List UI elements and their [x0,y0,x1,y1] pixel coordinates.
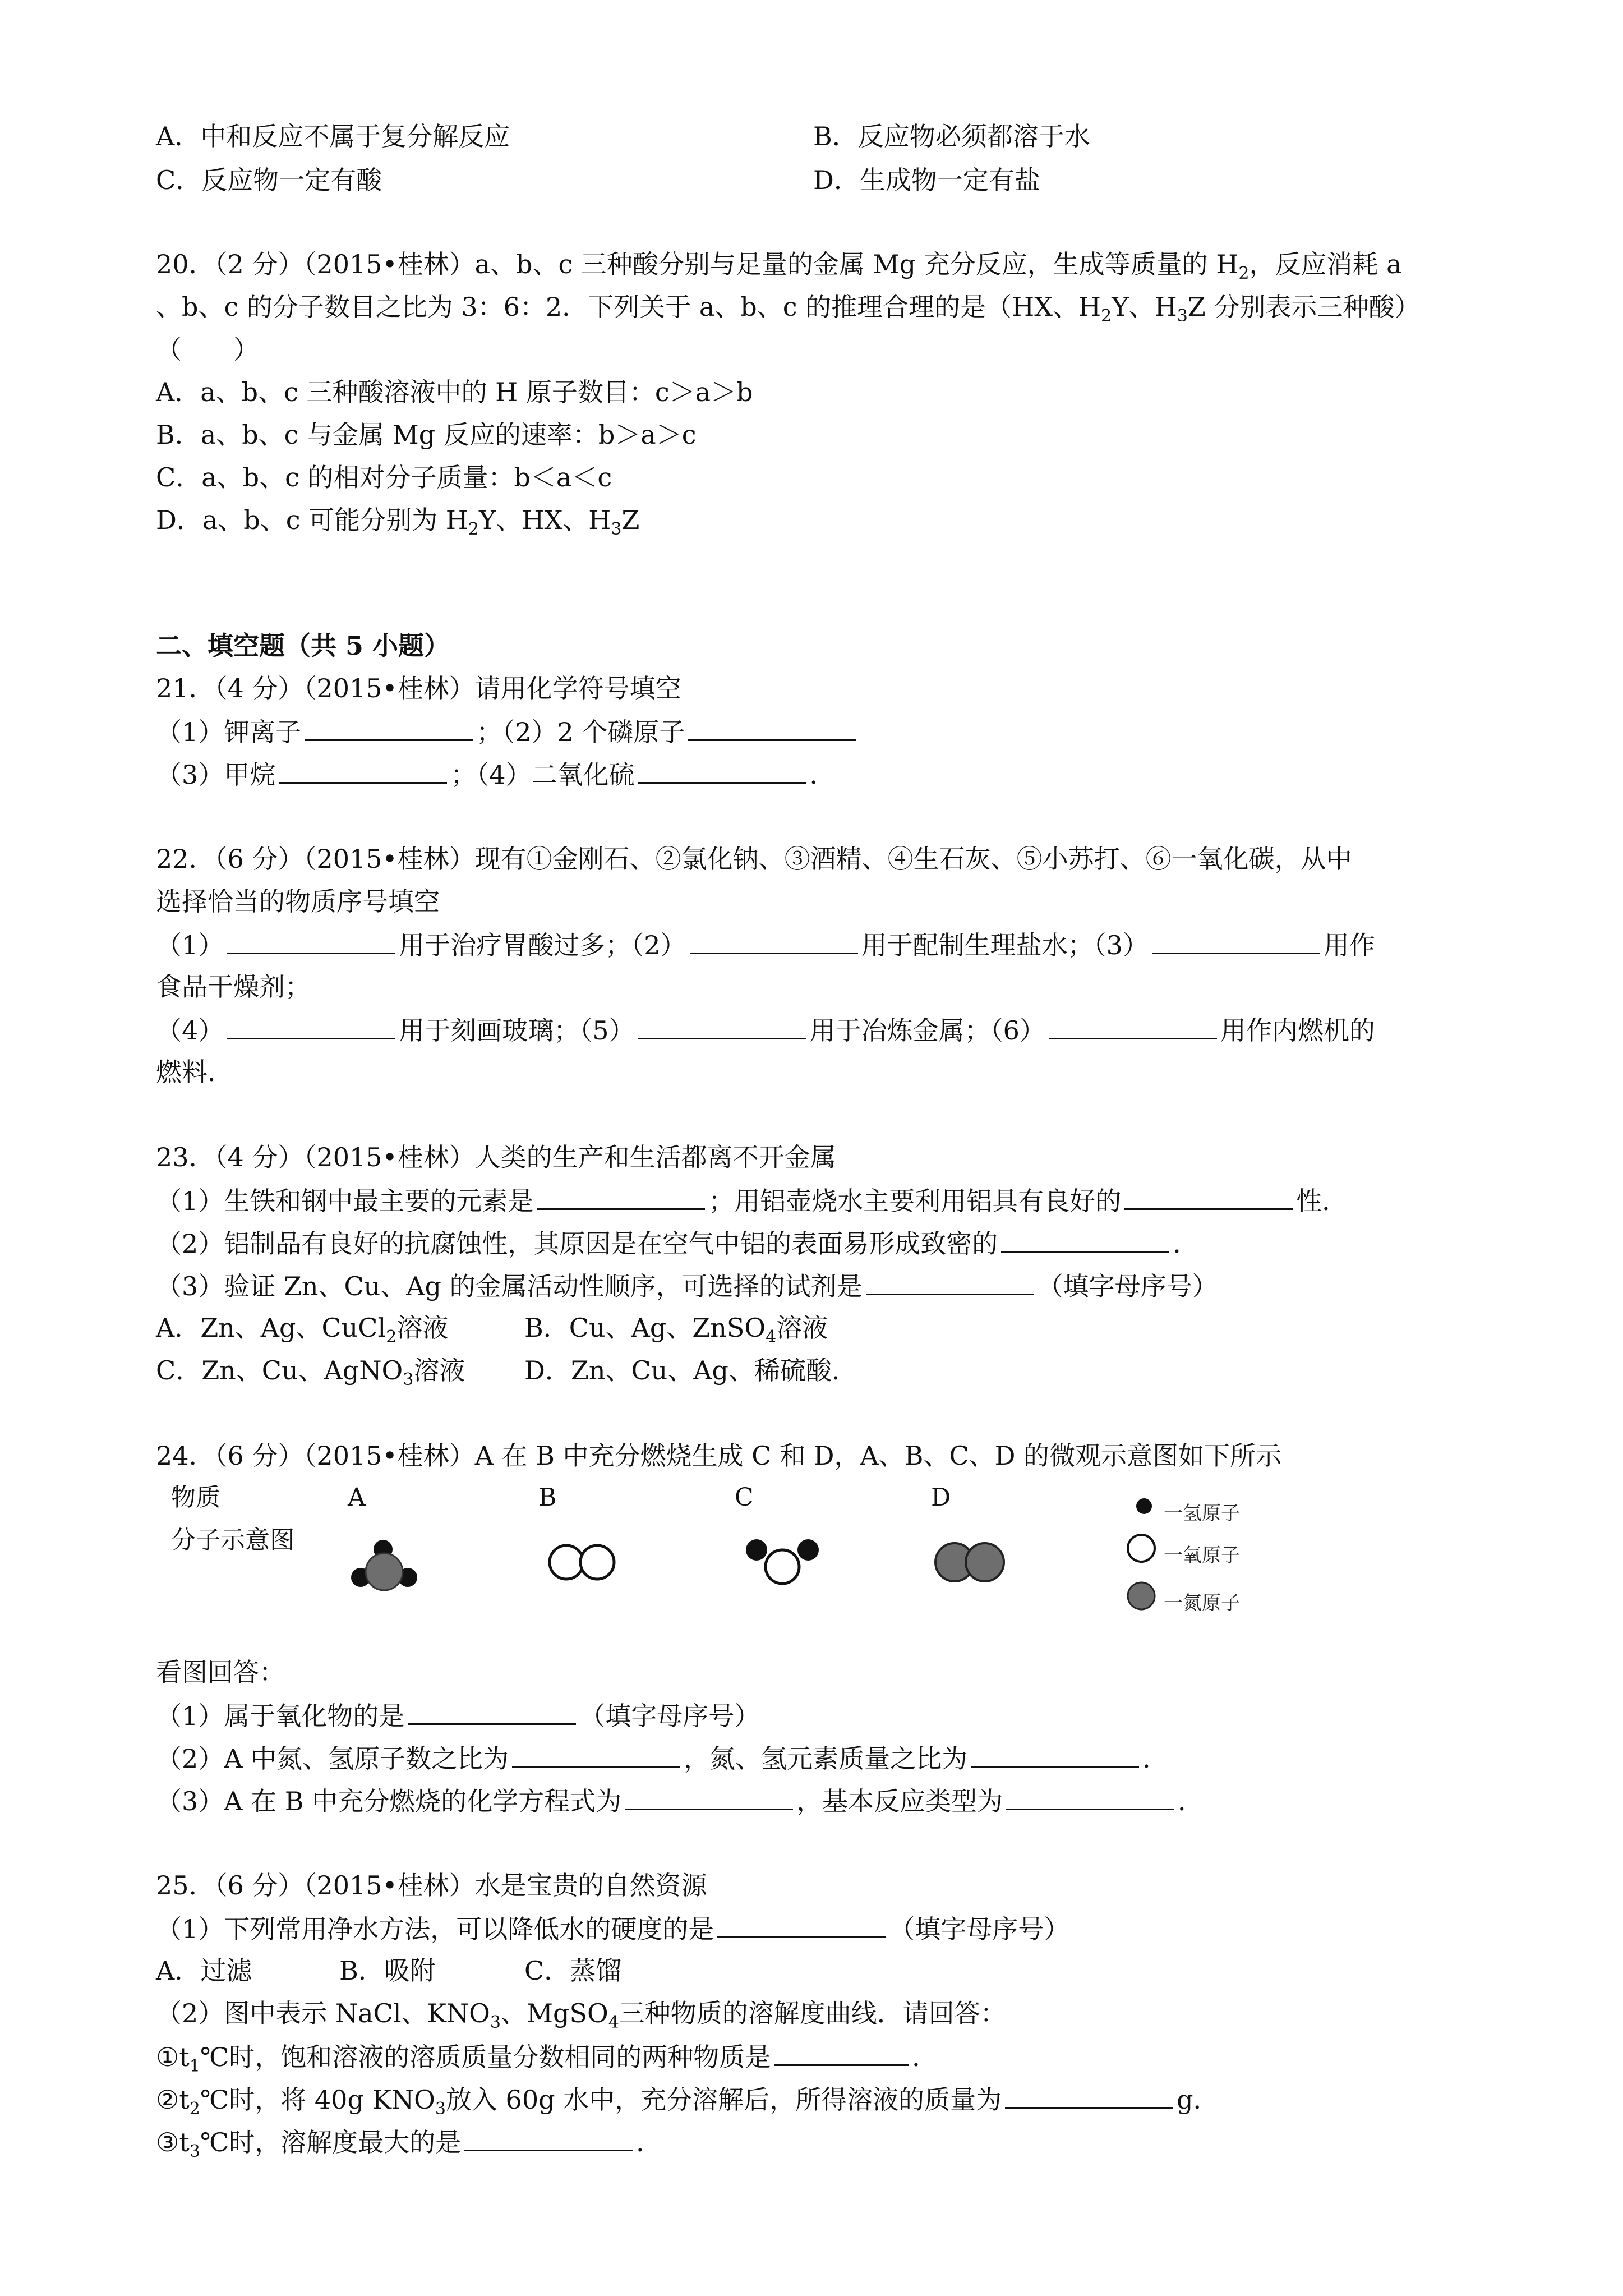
answer-blank[interactable] [866,1268,1034,1295]
molecule-c-water [743,1529,827,1596]
answer-blank[interactable] [305,714,473,741]
q21-stem: 21．（4 分）（2015•桂林）请用化学符号填空 [156,673,681,703]
q22-stem-line2: 选择恰当的物质序号填空 [156,886,440,917]
answer-blank[interactable] [1124,1182,1293,1210]
q24-line3: （3）A 在 B 中充分燃烧的化学方程式为 ，基本反应类型为 ． [156,1783,1204,1819]
q24-line1: （1）属于氧化物的是 （填字母序号） [156,1697,760,1733]
answer-blank[interactable] [625,1783,793,1810]
q19-option-d: D．生成物一定有盐 [813,165,1040,195]
molecule-d-nitrogen [931,1534,1015,1590]
answer-blank[interactable] [774,2039,909,2066]
answer-blank[interactable] [1152,927,1320,954]
answer-blank[interactable] [537,1182,705,1210]
q25-option-c: C．蒸馏 [524,1955,622,1986]
q25-option-a: A．过滤 [156,1955,252,1986]
legend-hydrogen-icon [1130,1492,1158,1520]
answer-blank[interactable] [638,1012,806,1039]
legend-nitrogen-icon [1124,1579,1158,1613]
answer-blank[interactable] [227,1012,395,1039]
q19-option-c: C．反应物一定有酸 [156,165,382,195]
q20-stem-line1: 20．（2 分）（2015•桂林）a、b、c 三种酸分别与足量的金属 Mg 充分反应，生成等质量的 $H_2$，反应消耗 a [156,249,1402,283]
q25-line2: （2）图中表示 NaCl、$KNO_3$、MgSO$_4$三种物质的溶解度曲线．请回答： [156,1998,1006,2032]
q25-sub2: $②t_2℃$时，将 40g $KNO_3$放入 60g 水中，充分溶解后，所得溶液的质量为 g． [156,2081,1219,2127]
q23-stem: 23．（4 分）（2015•桂林）人类的生产和生活都离不开金属 [156,1142,836,1172]
q23-option-c: C．Zn、Cu、AgNO$_3$溶液 [156,1355,465,1389]
q19-option-a: A．中和反应不属于复分解反应 [156,121,510,151]
q25-sub1: $①t_1℃$时，饱和溶液的溶质质量分数相同的两种物质是 ． [156,2039,938,2084]
q20-option-a: A．a、b、c 三种酸溶液中的 H 原子数目：c＞a＞b [156,377,753,407]
answer-blank[interactable] [971,1740,1139,1768]
legend-hydrogen-label: 一氢原子 [1164,1502,1240,1525]
answer-blank[interactable] [717,1911,886,1938]
q20-stem-line2: 、b、c 的分子数目之比为 3：6：2．下列关于 a、b、c 的推理合理的是（HX、$H_2Y$、$H_3Z$ 分别表示三种酸） [156,292,1421,326]
q23-line2: （2）铝制品有良好的抗腐蚀性，其原因是在空气中铝的表面易形成致密的 ． [156,1225,1198,1261]
diagram-col-b: B [538,1483,557,1512]
q22-line2: 食品干燥剂； [156,972,311,1002]
q24-stem: 24．（6 分）（2015•桂林）A 在 B 中充分燃烧生成 C 和 D，A、B、C、D 的微观示意图如下所示 [156,1441,1282,1471]
q23-option-b: B．Cu、Ag、ZnSO$_4$溶液 [524,1313,828,1347]
molecule-b-oxygen [541,1534,625,1590]
q21-line1: （1）钾离子 ；（2）2 个磷原子 [156,714,860,749]
answer-blank[interactable] [227,927,395,954]
q20-option-c: C．a、b、c 的相对分子质量：b＜a＜c [156,462,612,493]
q24-line2: （2）A 中氮、氢原子数之比为 ，氮、氢元素质量之比为 ． [156,1740,1168,1776]
q20-option-b: B．a、b、c 与金属 Mg 反应的速率：b＞a＞c [156,420,697,450]
q20-option-d: D．a、b、c 可能分别为 $H_2Y$、HX、$H_3Z$ [156,505,640,539]
answer-blank[interactable] [408,1697,576,1725]
diagram-col-c: C [735,1483,754,1512]
q22-line1: （1） 用于治疗胃酸过多；（2） 用于配制生理盐水；（3） 用作 [156,927,1375,963]
q23-option-d: D．Zn、Cu、Ag、稀硫酸． [524,1355,857,1386]
q25-option-b: B．吸附 [339,1955,436,1986]
molecule-a-ammonia [345,1526,429,1599]
diagram-col-a: A [348,1483,366,1512]
answer-blank[interactable] [690,927,858,954]
q24-look-answer: 看图回答： [156,1657,285,1687]
q20-answer-paren: （ ） [156,334,259,365]
q21-line2: （3）甲烷 ；（4）二氧化硫 ． [156,756,836,792]
legend-oxygen-label: 一氧原子 [1164,1544,1240,1567]
q23-line1: （1）生铁和钢中最主要的元素是 ；用铝壶烧水主要利用铝具有良好的 性． [156,1182,1348,1218]
answer-blank[interactable] [688,714,856,741]
answer-blank[interactable] [464,2124,633,2151]
answer-blank[interactable] [1049,1012,1217,1039]
q23-option-a: A．Zn、Ag、CuCl$_2$溶液 [156,1313,449,1347]
diagram-col-d: D [931,1483,951,1512]
diagram-row-label-molecule: 分子示意图 [171,1526,294,1554]
q25-sub3: $③t_3℃$时，溶解度最大的是 ． [156,2124,662,2169]
q19-option-b: B．反应物必须都溶于水 [813,121,1090,151]
q23-line3: （3）验证 Zn、Cu、Ag 的金属活动性顺序，可选择的试剂是 （填字母序号） [156,1268,1218,1304]
q22-line3: （4） 用于刻画玻璃；（5） 用于冶炼金属；（6） 用作内燃机的 [156,1012,1375,1048]
q25-stem: 25．（6 分）（2015•桂林）水是宝贵的自然资源 [156,1870,707,1901]
answer-blank[interactable] [1005,2081,1173,2109]
answer-blank[interactable] [1006,1783,1174,1810]
section-title: 二、填空题（共 5 小题） [156,631,450,661]
diagram-row-label-substance: 物质 [171,1483,220,1512]
q22-line4: 燃料． [156,1057,233,1087]
q22-stem-line1: 22．（6 分）（2015•桂林）现有①金刚石、②氯化钠、③酒精、④生石灰、⑤小苏打、⑥一氧化碳，从中 [156,844,1352,874]
legend-oxygen-icon [1124,1531,1158,1565]
answer-blank[interactable] [1001,1225,1169,1253]
q25-line1: （1）下列常用净水方法，可以降低水的硬度的是 （填字母序号） [156,1911,1069,1947]
answer-blank[interactable] [638,756,806,784]
answer-blank[interactable] [512,1740,680,1768]
legend-nitrogen-label: 一氮原子 [1164,1592,1240,1614]
answer-blank[interactable] [279,756,447,784]
